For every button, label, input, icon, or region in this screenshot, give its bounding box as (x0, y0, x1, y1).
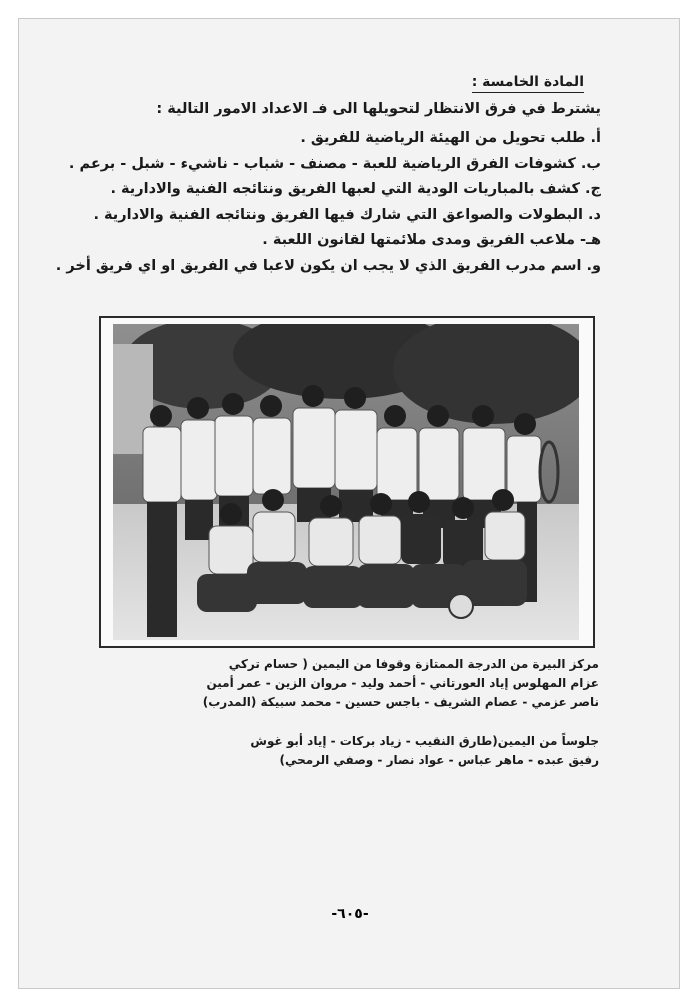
article-intro: يشترط في فرق الانتظار لتحويلها الى فـ الاعداد الامور التالية : (156, 101, 601, 117)
article-heading: المادة الخامسة : (472, 74, 584, 93)
team-photo-frame (99, 316, 595, 648)
caption-standing (79, 655, 599, 712)
requirements-list (21, 126, 601, 279)
requirement-item: و. اسم مدرب الفريق الذي لا يجب ان يكون لاعبا في الفريق او اي فريق أخر . (55, 257, 601, 274)
caption-line: جلوساً من اليمين(طارق النقيب - زياد بركات - إياد أبو غوش (250, 734, 599, 748)
document-page (18, 18, 680, 989)
requirement-item: ج. كشف بالمباريات الودية التي لعبها الفريق ونتائجه الفنية والادارية . (110, 181, 601, 197)
requirement-item: د. البطولات والصواعق التي شارك فيها الفريق ونتائجه الفنية والادارية . (93, 206, 601, 223)
requirement-item: أ. طلب تحويل من الهيئة الرياضية للفريق . (300, 130, 601, 146)
team-photo (113, 324, 579, 640)
caption-line: رفيق عبده - ماهر عباس - عواد نصار - وصفي الرمحي) (279, 753, 599, 767)
requirement-item: ب. كشوفات الفرق الرياضية للعبة - مصنف - شباب - ناشيء - شبل - برعم . (68, 155, 601, 172)
caption-line: ناصر عزمي - عصام الشريف - باجس حسين - محمد سبيكة (المدرب) (202, 695, 599, 709)
requirement-item: هـ- ملاعب الفريق ومدى ملائمتها لقانون اللعبة . (262, 232, 601, 248)
caption-line: عزام المهلوس إياد العورتاني - أحمد وليد - مروان الزين - عمر أمين (206, 676, 599, 690)
caption-line: مركز البيرة من الدرجة الممتازة وقوفا من اليمين ( حسام تركي (228, 657, 599, 671)
page-number: -٦٠٥- (331, 906, 369, 922)
caption-seated (79, 732, 599, 770)
